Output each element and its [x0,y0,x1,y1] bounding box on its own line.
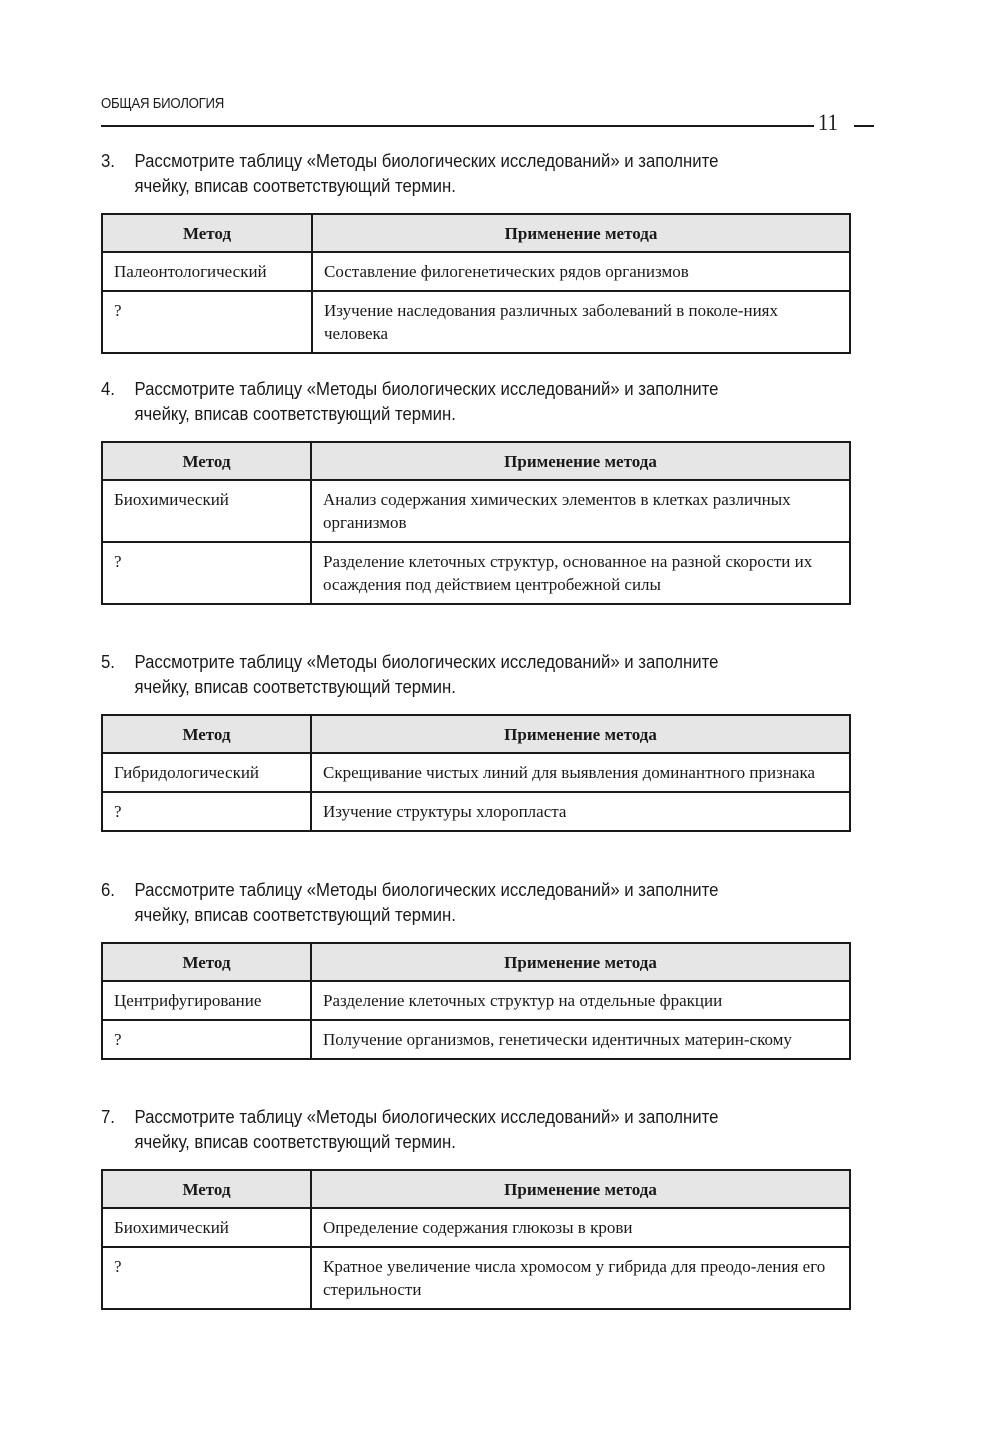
task-prompt-line-1: Рассмотрите таблицу «Методы биологических исследований» и заполните [134,151,719,171]
cell-method: Гибридологический [102,753,311,792]
page-number: 11 [818,110,838,135]
table-row [102,1208,850,1247]
cell-application: Составление филогенетических рядов организмов [312,252,850,291]
cell-application: Изучение структуры хлоропласта [311,792,850,831]
task-6 [101,878,850,1060]
task-prompt-line-1: Рассмотрите таблицу «Методы биологических исследований» и заполните [134,379,719,399]
cell-application: Разделение клеточных структур на отдельные фракции [311,981,850,1020]
task-prompt-line-2: ячейку, вписав соответствующий термин. [134,404,456,424]
task-prompt-line-1: Рассмотрите таблицу «Методы биологических исследований» и заполните [134,880,719,900]
methods-table [101,441,851,605]
methods-table [101,1169,851,1310]
task-prompt [101,149,850,199]
header-method: Метод [102,1170,311,1208]
table-row [102,753,850,792]
task-prompt-line-2: ячейку, вписав соответствующий термин. [134,677,456,697]
header-application: Применение метода [312,214,850,252]
cell-application: Скрещивание чистых линий для выявления доминантного признака [311,753,850,792]
table-header-row [102,214,850,252]
cell-method: Центрифугирование [102,981,311,1020]
header-method: Метод [102,715,311,753]
table-row [102,480,850,542]
task-number: 5. [101,652,115,672]
application-text: Изучение наследования различных заболеваний в поколе-ниях человека [324,301,778,343]
header-rule [101,125,814,127]
cell-method-unknown[interactable]: ? [102,1020,311,1059]
task-number: 7. [101,1107,115,1127]
task-prompt [101,650,850,700]
cell-method-unknown[interactable]: ? [102,1247,311,1309]
task-prompt [101,878,850,928]
task-4 [101,377,850,605]
header-method: Метод [102,214,312,252]
running-title: ОБЩАЯ БИОЛОГИЯ [101,95,224,112]
task-7 [101,1105,850,1310]
task-5 [101,650,850,832]
table-header-row [102,943,850,981]
task-number: 4. [101,379,115,399]
task-prompt-line-1: Рассмотрите таблицу «Методы биологических исследований» и заполните [134,1107,719,1127]
methods-table [101,942,851,1060]
cell-method: Биохимический [102,480,311,542]
header-application: Применение метода [311,1170,850,1208]
table-row [102,1247,850,1309]
cell-method: Палеонтологический [102,252,312,291]
cell-method-unknown[interactable]: ? [102,542,311,604]
table-row [102,1020,850,1059]
cell-application: Разделение клеточных структур, основанное на разной скорости их осаждения под действием центробежной силы [311,542,850,604]
methods-table [101,213,851,354]
table-row [102,792,850,831]
task-number: 6. [101,880,115,900]
cell-application [312,291,850,353]
task-prompt [101,377,850,427]
cell-application: Анализ содержания химических элементов в клетках различных организмов [311,480,850,542]
cell-application: Кратное увеличение числа хромосом у гибрида для преодо-ления его стерильности [311,1247,850,1309]
table-row [102,291,850,353]
task-prompt-line-1: Рассмотрите таблицу «Методы биологических исследований» и заполните [134,652,719,672]
methods-table [101,714,851,832]
table-row [102,542,850,604]
header-method: Метод [102,943,311,981]
page-number-dash [854,125,874,127]
task-prompt-line-2: ячейку, вписав соответствующий термин. [134,176,456,196]
header-application: Применение метода [311,442,850,480]
task-3 [101,149,850,354]
table-header-row [102,1170,850,1208]
table-row [102,981,850,1020]
task-prompt [101,1105,850,1155]
cell-method-unknown[interactable]: ? [102,792,311,831]
task-prompt-line-2: ячейку, вписав соответствующий термин. [134,1132,456,1152]
cell-method-unknown[interactable]: ? [102,291,312,353]
table-header-row [102,715,850,753]
cell-application: Получение организмов, генетически идентичных материн-скому [311,1020,850,1059]
table-row [102,252,850,291]
header-application: Применение метода [311,943,850,981]
cell-method: Биохимический [102,1208,311,1247]
header-method: Метод [102,442,311,480]
table-header-row [102,442,850,480]
cell-application: Определение содержания глюкозы в крови [311,1208,850,1247]
task-number: 3. [101,151,115,171]
task-prompt-line-2: ячейку, вписав соответствующий термин. [134,905,456,925]
header-application: Применение метода [311,715,850,753]
